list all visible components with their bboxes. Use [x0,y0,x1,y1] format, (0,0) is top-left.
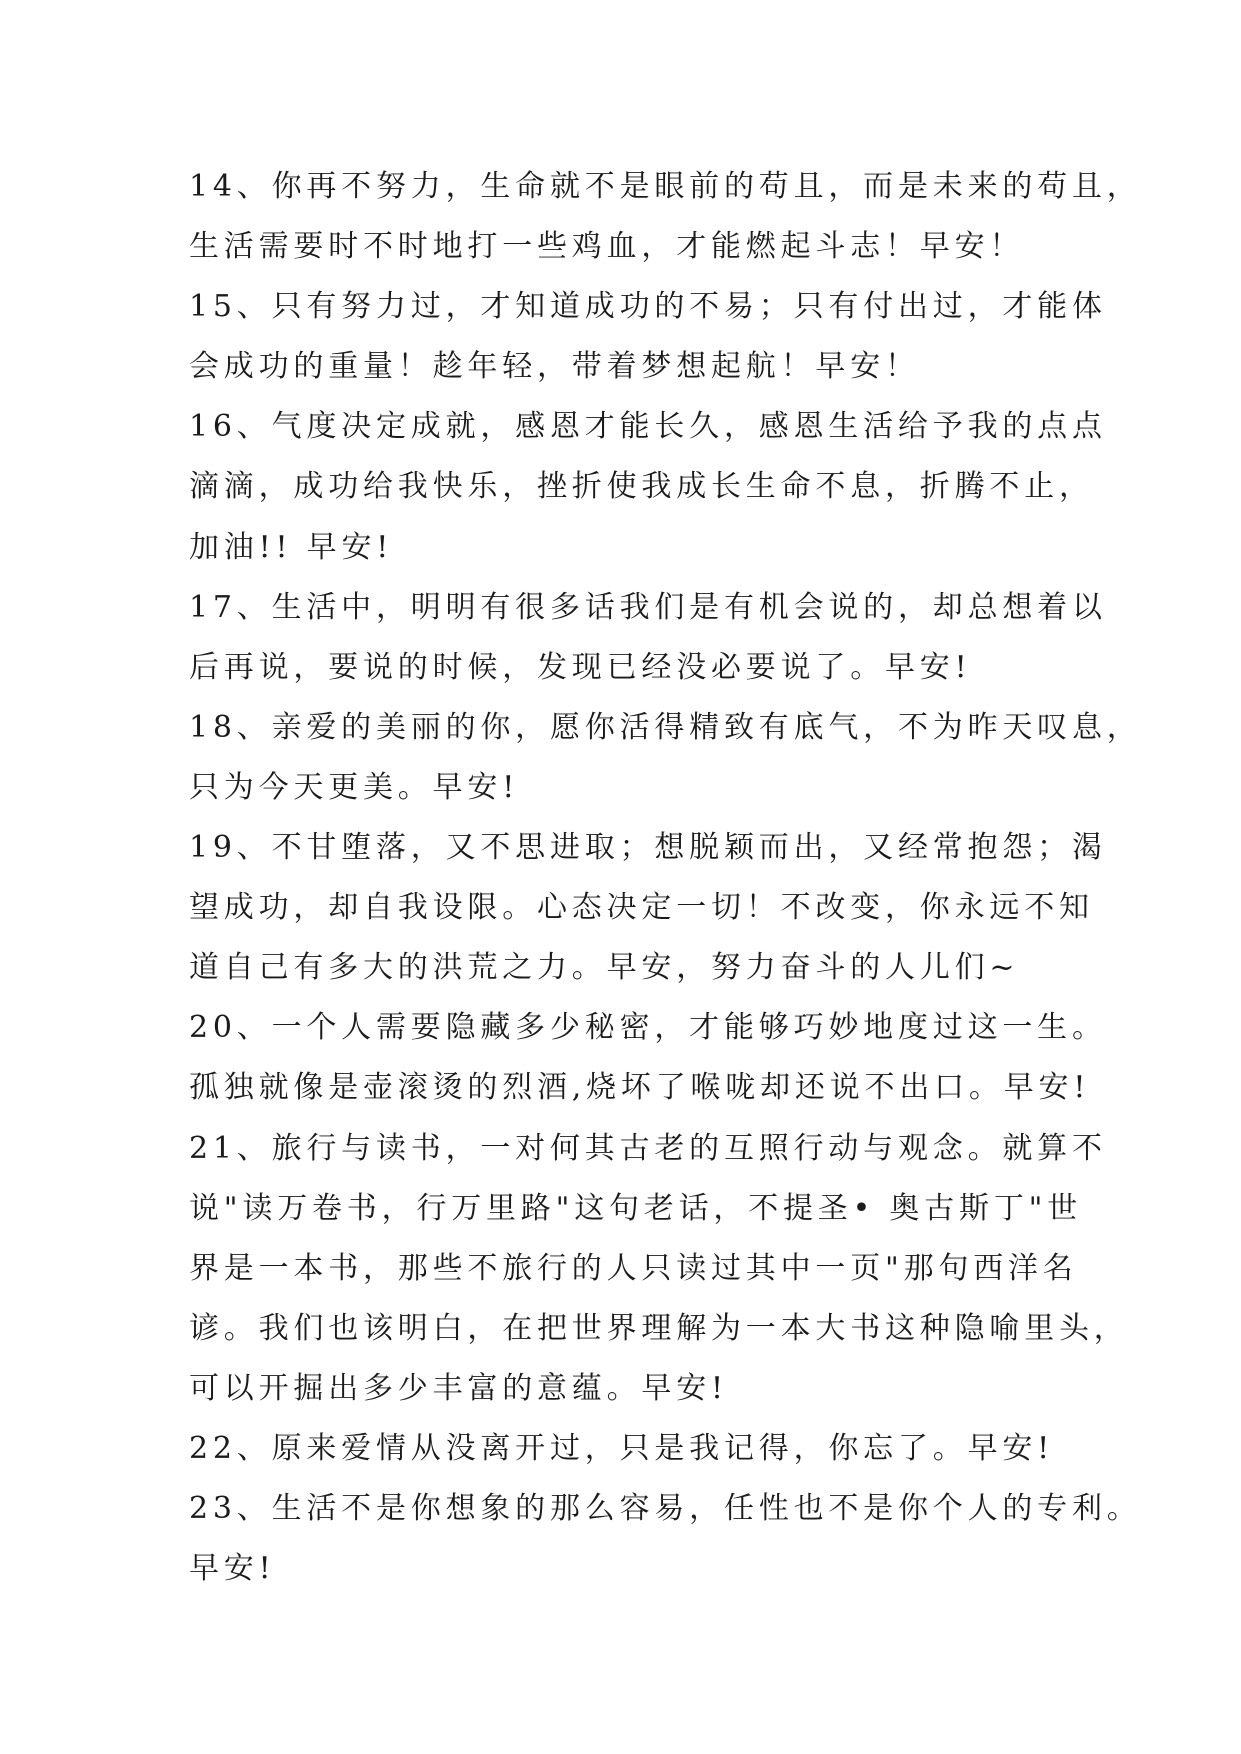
text-line: 16、气度决定成就，感恩才能长久，感恩生活给予我的点点 [189,409,1107,445]
text-line: 只为今天更美。早安! [189,769,520,805]
text-line: 会成功的重量！趁年轻，带着梦想起航！早安！ [189,349,920,385]
document-body [189,157,1142,1599]
text-line: 孤独就像是壶滚烫的烈酒,烧坏了喉咙却还说不出口。早安! [189,1070,1091,1106]
text-line: 21、旅行与读书，一对何其古老的互照行动与观念。就算不 [189,1130,1107,1166]
text-line: 说"读万卷书，行万里路"这句老话，不提圣• 奥古斯丁"世 [189,1190,1083,1226]
text-line: 后再说，要说的时候，发现已经没必要说了。早安! [189,649,972,685]
text-line: 19、不甘堕落，又不思进取；想脱颖而出，又经常抱怨；渴 [189,830,1107,866]
text-line: 可以开掘出多少丰富的意蕴。早安! [189,1370,728,1406]
text-line: 加油!! 早安! [189,529,394,565]
text-line: 生活需要时不时地打一些鸡血，才能燃起斗志！早安！ [189,229,1025,265]
text-line: 谚。我们也该明白，在把世界理解为一本大书这种隐喻里头， [189,1310,1129,1346]
text-line: 22、原来爱情从没离开过，只是我记得，你忘了。早安! [189,1430,1055,1466]
text-line: 望成功，却自我设限。心态决定一切！不改变，你永远不知 [189,890,1094,926]
text-line: 道自己有多大的洪荒之力。早安，努力奋斗的人儿们~ [189,950,1020,986]
text-line: 14、你再不努力，生命就不是眼前的苟且，而是未来的苟且， [189,169,1142,204]
text-line: 23、生活不是你想象的那么容易，任性也不是你个人的专利。 [189,1491,1142,1527]
text-line: 17、生活中，明明有很多话我们是有机会说的，却总想着以 [189,589,1107,625]
text-line: 18、亲爱的美丽的你，愿你活得精致有底气，不为昨天叹息， [189,709,1142,745]
text-line: 早安! [189,1551,276,1587]
text-line: 20、一个人需要隐藏多少秘密，才能够巧妙地度过这一生。 [189,1010,1107,1046]
text-line: 15、只有努力过，才知道成功的不易；只有付出过，才能体 [189,289,1107,325]
text-line: 界是一本书，那些不旅行的人只读过其中一页"那句西洋名 [189,1250,1078,1286]
text-line: 滴滴，成功给我快乐，挫折使我成长生命不息，折腾不止， [189,469,1094,505]
